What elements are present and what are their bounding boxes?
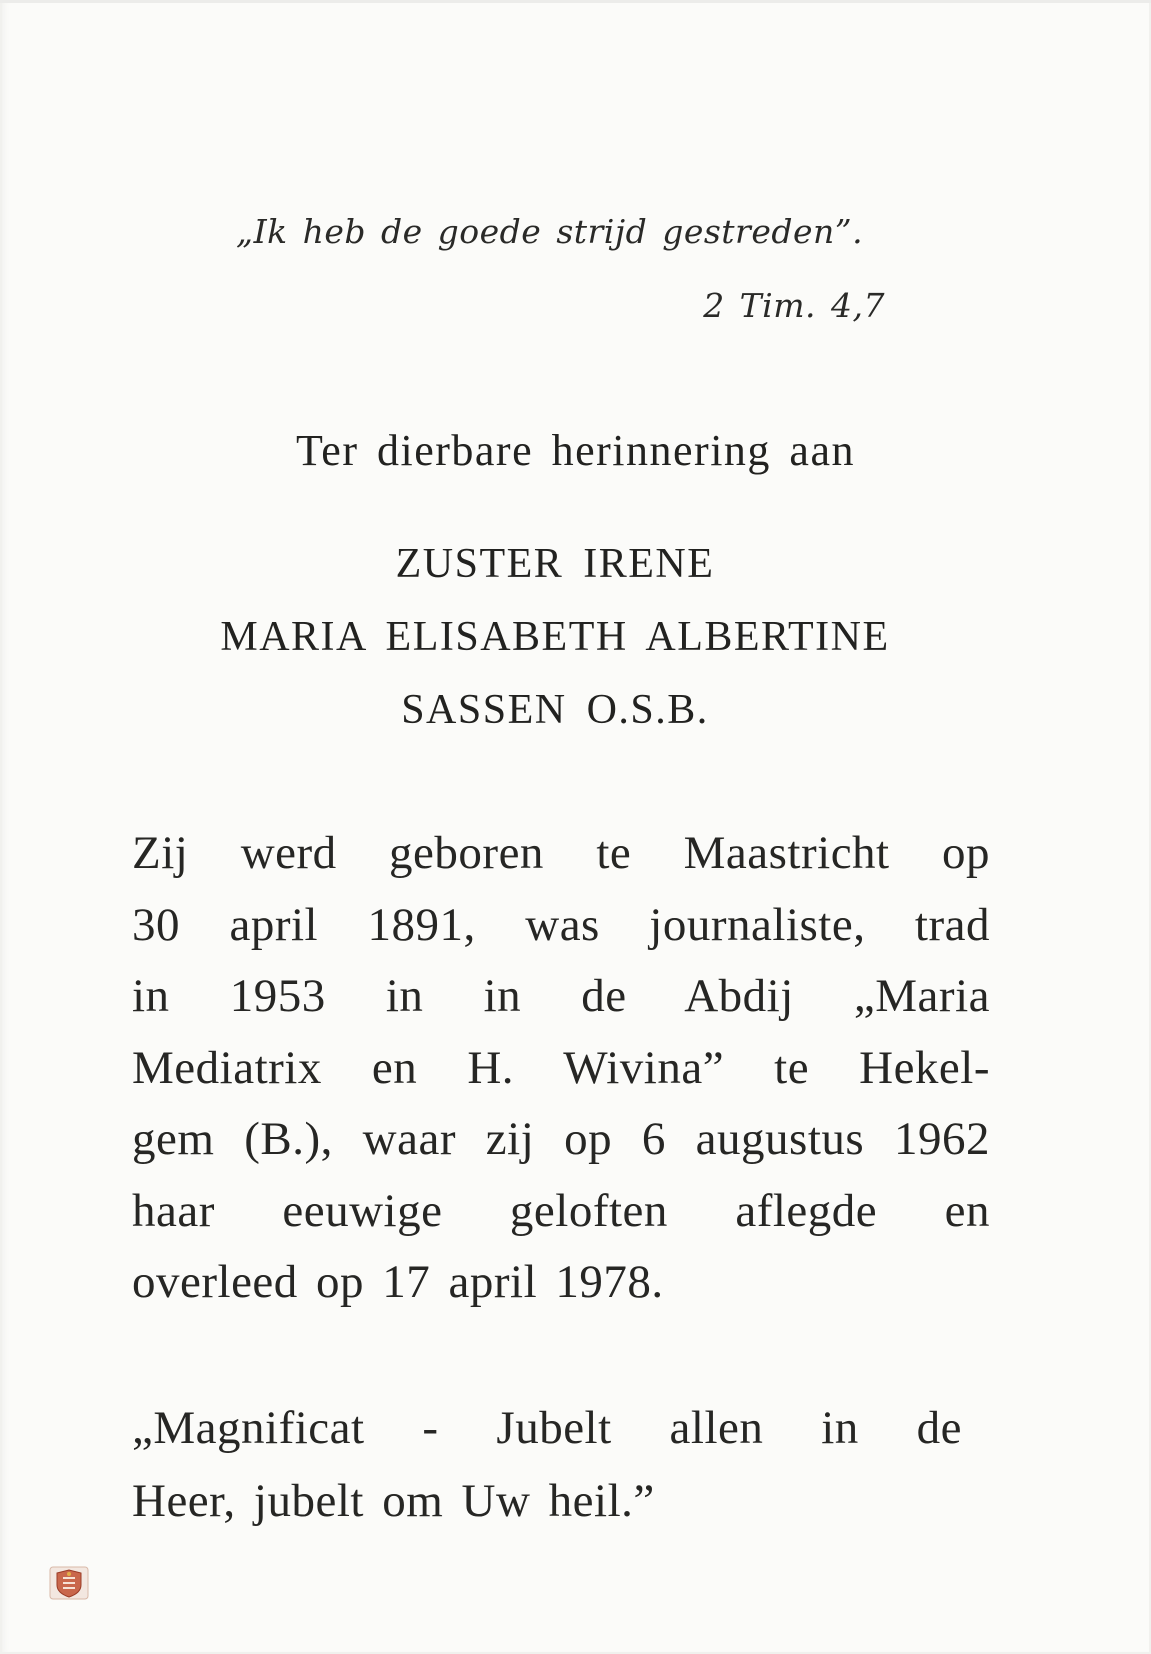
name-line-surname: SASSEN O.S.B. [401,687,709,733]
biography-line: in 1953 in in de Abdij „Maria [132,970,990,1022]
biography-line: haar eeuwige geloften aflegde en [132,1184,990,1237]
biography-line: overleed op 17 april 1978. [132,1256,664,1308]
biography-line: 30 april 1891, was journaliste, trad [132,898,990,951]
biography-line: gem (B.), waar zij op 6 augustus 1962 [132,1113,990,1165]
card-top-edge [0,0,1151,3]
memorial-intro: Ter dierbare herinnering aan [296,426,855,475]
heraldic-stamp-icon [49,1565,89,1601]
biography-line: Zij werd geboren te Maastricht op [132,827,990,879]
name-line-title: ZUSTER IRENE [395,541,715,587]
closing-line: „Magnificat - Jubelt allen in de [132,1402,962,1454]
closing-line: Heer, jubelt om Uw heil.” [132,1475,655,1527]
biography-line: Mediatrix en H. Wivina” te Hekel- [132,1041,990,1094]
biography-paragraph [132,818,990,1319]
name-line-given-names: MARIA ELISABETH ALBERTINE [220,614,890,660]
closing-prayer [132,1392,962,1538]
bible-quote: „Ik heb de goede strijd gestreden”. [236,212,864,251]
bible-reference: 2 Tim. 4,7 [703,286,885,325]
deceased-name-block [0,528,1110,747]
